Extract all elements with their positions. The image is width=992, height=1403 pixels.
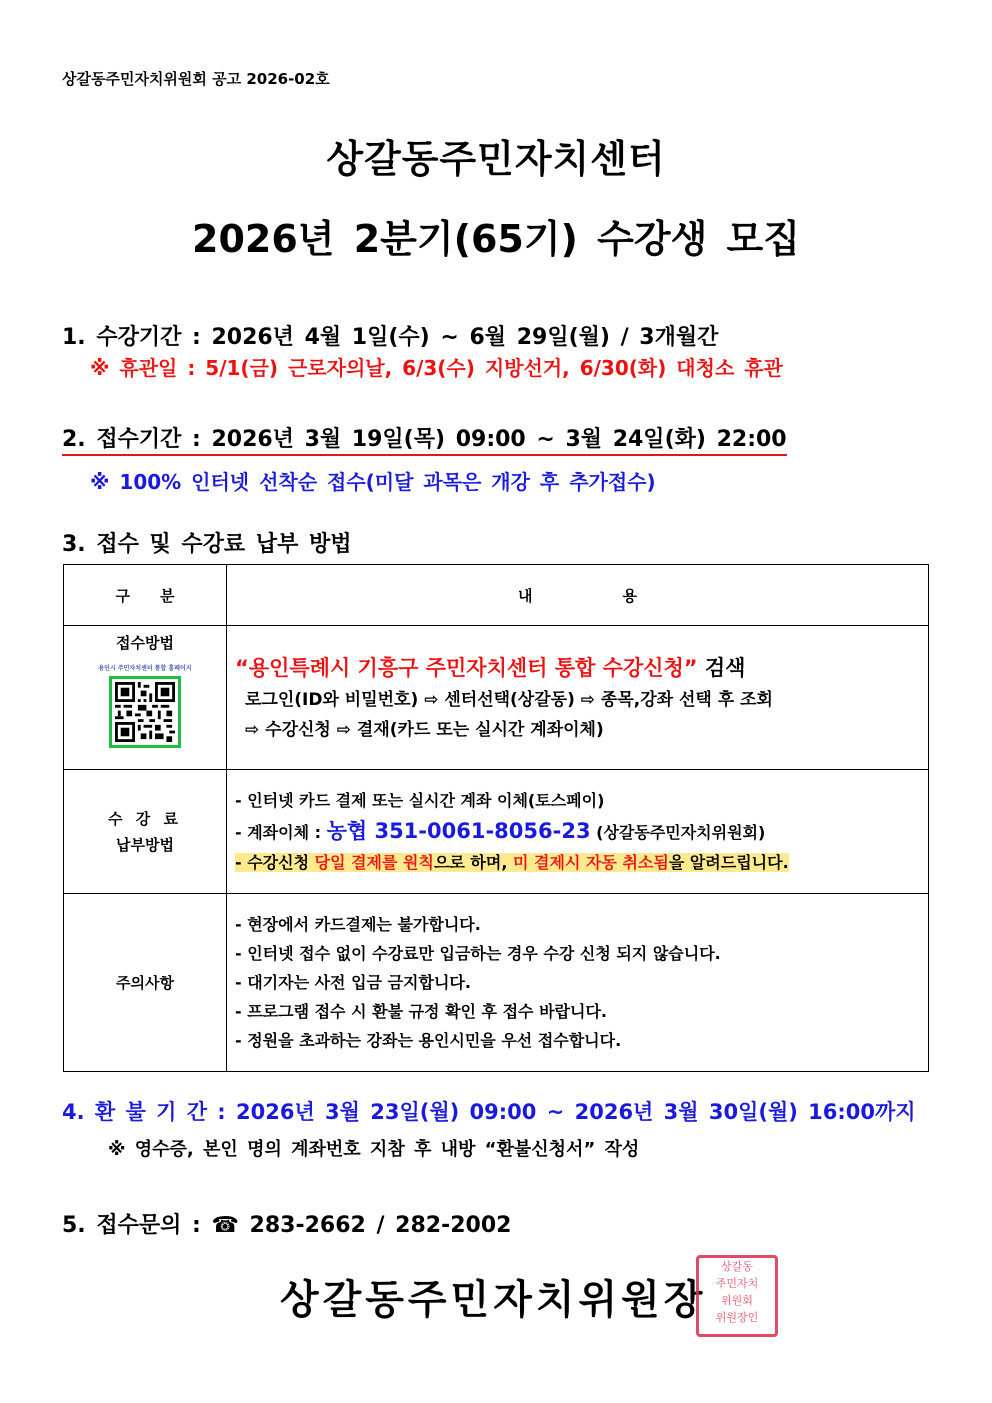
category-cell: 주의사항 bbox=[64, 894, 227, 1072]
bank-account: 농협 351-0061-8056-23 bbox=[326, 818, 591, 843]
category-label: 접수방법 bbox=[116, 634, 174, 652]
payment-line-3 bbox=[235, 848, 927, 878]
precaution-item: - 정원을 초과하는 강좌는 용인시민을 우선 접수합니다. bbox=[235, 1031, 622, 1050]
page-title: 상갈동주민자치센터 bbox=[326, 137, 666, 181]
section-4-refund: 4. 환 불 기 간 : 2026년 3월 23일(월) 09:00 ~ 2026년 3월 30일(월) 16:00까지 bbox=[62, 1100, 916, 1124]
seal-line: 위원회 bbox=[721, 1294, 753, 1307]
category-cell bbox=[64, 770, 227, 894]
section-1-period: 1. 수강기간 : 2026년 4월 1일(수) ~ 6월 29일(월) / 3개월간 bbox=[62, 325, 719, 350]
section-4-note: ※ 영수증, 본인 명의 계좌번호 지참 후 내방 “환불신청서” 작성 bbox=[108, 1139, 640, 1160]
payment-method-content bbox=[227, 770, 929, 894]
signature: 상갈동주민자치위원장 bbox=[280, 1277, 707, 1323]
section-2-label: 2. 접수기간 : 2026년 3월 19일(목) 09:00 ~ 3월 24일(화) 22:00 bbox=[62, 427, 787, 456]
precaution-item: - 인터넷 접수 없이 수강료만 입금하는 경우 수강 신청 되지 않습니다. bbox=[235, 944, 721, 963]
search-suffix: 검색 bbox=[697, 656, 746, 680]
registration-table bbox=[63, 564, 929, 1072]
category-label-line1: 수 강 료 bbox=[108, 809, 182, 828]
category-label-line2: 납부방법 bbox=[116, 835, 174, 854]
precautions-content bbox=[227, 894, 929, 1072]
qr-code-icon[interactable] bbox=[109, 676, 181, 748]
same-day-payment: 당일 결제를 원칙 bbox=[314, 852, 434, 872]
category-cell bbox=[64, 626, 227, 770]
contact-label: 5. 접수문의 : bbox=[62, 1213, 201, 1238]
section-5-contact bbox=[62, 1208, 511, 1239]
table-row bbox=[64, 894, 929, 1072]
table-row bbox=[64, 626, 929, 770]
qr-caption: 용인시 주민자치센터 통합 홈페이지 bbox=[98, 665, 192, 672]
table-row bbox=[64, 770, 929, 894]
search-term: “용인특례시 기흥구 주민자치센터 통합 수강신청” bbox=[235, 656, 698, 680]
page-subtitle: 2026년 2분기(65기) 수강생 모집 bbox=[192, 217, 800, 261]
registration-method-content bbox=[227, 626, 929, 770]
section-1-closed-days: ※ 휴관일 : 5/1(금) 근로자의날, 6/3(수) 지방선거, 6/30(화) 대청소 휴관 bbox=[90, 356, 783, 380]
section-2-note: ※ 100% 인터넷 선착순 접수(미달 과목은 개강 후 추가접수) bbox=[90, 470, 656, 494]
search-instruction bbox=[235, 653, 927, 683]
steps-line-1: 로그인(ID와 비밀번호) ⇨ 센터선택(상갈동) ⇨ 종목,강좌 선택 후 조회 bbox=[245, 690, 773, 710]
warning-text: - 수강신청 당일 결제를 원칙으로 하며, 미 결제시 자동 취소됨을 알려드립니다. bbox=[235, 852, 789, 872]
precaution-item: - 프로그램 접수 시 환불 규정 확인 후 접수 바랍니다. bbox=[235, 1002, 607, 1021]
account-holder: (상갈동주민자치위원회) bbox=[590, 822, 766, 842]
section-3-title: 3. 접수 및 수강료 납부 방법 bbox=[62, 532, 352, 557]
auto-cancel: 미 결제시 자동 취소됨 bbox=[513, 852, 669, 872]
precaution-item: - 현장에서 카드결제는 불가합니다. bbox=[235, 915, 481, 934]
phone-numbers[interactable]: 283-2662 / 282-2002 bbox=[249, 1213, 512, 1238]
payment-line-2 bbox=[235, 816, 927, 848]
official-seal-icon bbox=[696, 1255, 778, 1337]
payment-line-1: - 인터넷 카드 결제 또는 실시간 계좌 이체(토스페이) bbox=[235, 790, 605, 810]
steps-line-2: ⇨ 수강신청 ⇨ 결재(카드 또는 실시간 계좌이체) bbox=[245, 720, 604, 740]
section-2-registration bbox=[62, 422, 787, 453]
notice-number: 상갈동주민자치위원회 공고 2026-02호 bbox=[62, 70, 330, 88]
account-label: - 계좌이체 : bbox=[235, 822, 327, 842]
header-category: 구 분 bbox=[64, 565, 227, 626]
table-header-row bbox=[64, 565, 929, 626]
phone-icon: ☎ bbox=[211, 1213, 239, 1238]
precaution-item: - 대기자는 사전 입금 금지합니다. bbox=[235, 973, 471, 992]
header-content: 내 용 bbox=[227, 565, 929, 626]
seal-line: 상갈동 bbox=[721, 1260, 753, 1273]
seal-line: 위원장인 bbox=[715, 1311, 759, 1324]
seal-line: 주민자치 bbox=[715, 1277, 759, 1290]
